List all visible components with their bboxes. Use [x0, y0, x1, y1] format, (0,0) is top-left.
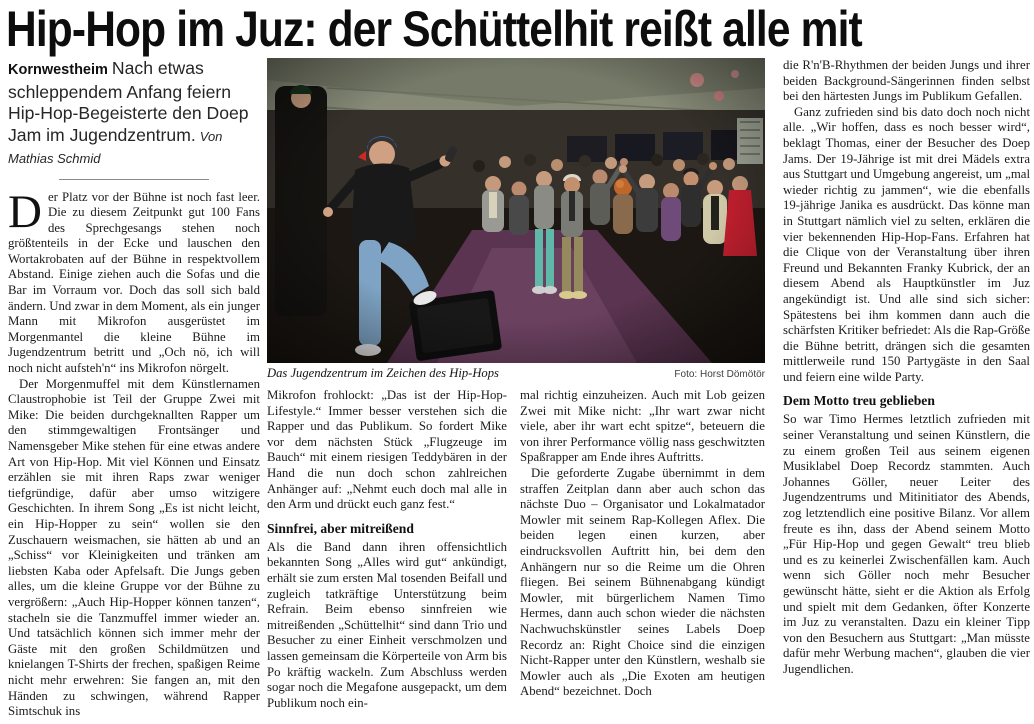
lead-paragraph — [8, 58, 260, 170]
paragraph: Der Morgenmuffel mit dem Künstlernamen Claustrophobie ist Teil der Gruppe Zwei mit Mike: Die beiden durchgeknallten Rapper um den stimmgewaltigen Frontsänger und Namensgeber Mike stehen für eine etwas andere Art von Hip-Hop. Mit viel Können und Einsatz erzählen sie mit ihren Raps zwar weniger tiefgründige, dafür aber umso witzigere Geschichten. In ihrem Song „Es ist nicht leicht, ein Hip-Hopper zu sein“ wollen sie den Zuschauern weismachen, sie hätten ab und an „Schiss“ vor Kleinigkeiten und tränken am liebsten Kaba oder Apfelsaft. Die Jungs geben alles, um die kleine Gruppe vor der Bühne zu vergrößern: „Auch Hip-Hopper können tanzen“, stacheln sie die Tanzmuffel immer wieder an. Und tatsächlich können sich immer mehr der Gäste mit den großen Schildmützen und knielangen T-Shirts der frechen, spaßigen Reime nicht mehr erwehren: Sie fangen an, mit den Händen zu schwingen, während Rapper Simtschuk ins — [8, 376, 260, 719]
paragraph — [8, 185, 260, 377]
paragraph: So war Timo Hermes letztlich zufrieden mit seiner Veranstaltung und seinen Künstlern, die zu einem großen Teil aus seinem eigenen Musiklabel Doep Recordz stammten. Auch Johannes Göller, neuer Leiter des Jugendzentrums und Mitinitiator des Abends, zog letztendlich eine positive Bilanz. Vor allem freute es ihn, dass der Abend seinem Motto „Für Hip-Hop und gegen Gewalt“ treu blieb und es zu keinerlei Zwischenfällen kam. Auch wenn sich Göller noch mehr Besucher gewünscht hätte, sieht er die Aktion als Erfolg und spielt mit dem Gedanken, öfter Konzerte im Juz zu veranstalten. Dazu ein kleiner Tipp von den Besuchern aus Stuttgart: „Man müsste dafür mehr Werbung machen“, glauben die vier Jugendlichen. — [783, 412, 1030, 676]
paragraph-text: er Platz vor der Bühne ist noch fast leer. Die zu diesem Zeitpunkt gut 100 Fans des Sprechgesangs stehen noch größtenteils in der Ecke und lauschen den Wortakrobaten auf der Bühne in respektvollem Abstand. Einige ziehen auch die Sofas und die Bar im Vorraum vor. Doch das soll sich bald ändern. Und zwar in dem Moment, als ein junger Mann mit Mikrofon ausgerüstet im Morgenmantel die kleine Bühne im Jugendzentrum betritt und „Och nö, ich will noch nicht aufsteh'n“ ins Mikrofon nörgelt. — [8, 189, 260, 376]
byline: Von Mathias Schmid — [8, 128, 223, 166]
article-photo — [267, 58, 765, 381]
lead-divider — [59, 179, 209, 180]
location-tag: Kornwestheim — [8, 62, 108, 78]
drop-cap: D — [8, 185, 42, 238]
left-column — [8, 58, 260, 720]
paragraph: Mikrofon frohlockt: „Das ist der Hip-Hop-Lifestyle.“ Immer besser verstehen sich die Rapper und das Publikum. So fordert Mike vor dem nächsten Stück „Flugzeuge im Bauch“ mit einem riesigen Teddybären in der Hand die nun doch schon zahlreichen Anhänger auf: „Nehmt euch doch mal alle in den Arm und drückt euch ganz fest.“ — [267, 388, 507, 512]
lead-text: Nach etwas schleppendem Anfang feiern Hip-Hop-Begeisterte den Doep Jam im Jugendzentrum. — [8, 58, 249, 145]
paragraph: Als die Band dann ihren offensichtlich bekannten Song „Alles wird gut“ ankündigt, erhält sie zum ersten Mal tosenden Beifall und zugleich tatkräftige Unterstützung beim Refrain. Beim ebenso sinnfreien wie mitreißenden „Schüttelhit“ sind dann Trio und Besucher zu einer Einheit verschmolzen und lassen gemeinsam die Körperteile von Arm bis Po kräftig wackeln. Zum Abschluss werden sogar noch die Megafone ausgepackt, um dem Publikum noch ein- — [267, 539, 507, 710]
paragraph: die R'n'B-Rhythmen der beiden Jungs und ihrer beiden Background-Sängerinnen finden selbst bei den härtesten Jungs im Publikum Gefallen. — [783, 58, 1030, 104]
concert-photo-illustration — [267, 58, 765, 363]
photo-credit: Foto: Horst Dömötör — [674, 369, 765, 380]
right-column — [783, 58, 1030, 678]
column-a — [267, 388, 507, 711]
subhead-sinnfrei: Sinnfrei, aber mitreißend — [267, 520, 414, 536]
paragraph: mal richtig einzuheizen. Auch mit Lob geizen Zwei mit Mike nicht: „Ihr wart zwar nicht viele, aber ihr wart echt spitze“, beteuern die von ihrer Performance völlig nass geschwitzten Spaßrapper am Ende ihres Auftritts. — [520, 388, 765, 465]
headline: Hip-Hop im Juz: der Schüttelhit reißt alle mit — [6, 1, 862, 57]
paragraph: Ganz zufrieden sind bis dato doch noch nicht alle. „Wir hoffen, dass es noch besser wird“, beklagt Thomas, einer der Besucher des Doep Jams. Der 19-Jährige ist mit drei Mädels extra aus Stuttgart und Umgebung angereist, um „mal wieder richtig zu jammen“, wie die ebenfalls 19-jährige Janika es ausdrückt. Das könne man in Stuttgart nämlich viel zu selten, erklären die vier bekennenden Hip-Hop-Fans. Erfahren hat die Clique von der Veranstaltung über ihren Freund und Bekannten Franky Kubrick, der an diesem Abend als Hauptkünstler im Juz angekündigt ist. Und alle sind sich sicher: Spätestens bei ihm kommen dann auch die schärfsten Kritiker befriedet: Als die Rap-Größe die Bühne betritt, drängen sich die gesamten mittlerweile rund 150 Partygäste in den Saal und feiern eine wilde Party. — [783, 104, 1031, 384]
photo-caption-row — [267, 366, 765, 381]
photo-caption: Das Jugendzentrum im Zeichen des Hip-Hops — [267, 366, 499, 380]
column-b — [520, 388, 765, 700]
subhead-motto: Dem Motto treu geblieben — [783, 393, 935, 409]
paragraph: Die geforderte Zugabe übernimmt in dem straffen Zeitplan dann aber auch schon das nächste Duo – Organisator und Lokalmatador Mowler mit seinem Rap-Kollegen Aflex. Die beiden legen einen kurzen, aber eindrucksvollen Auftritt hin, bei dem den Anhängern nur so die Reime um die Ohren fliegen. Bei seinem Bühnenabgang kündigt Mowler, mit bürgerlichem Namen Timo Hermes, dann auch schon wieder die nächsten Nachwuchskünstler seines Labels Doep Recordz an: Right Choice sind die einzigen Nicht-Rapper unter den Künstlern, weshalb sie Mowler auch als „Die Exoten am heutigen Abend“ bezeichnet. Doch — [520, 465, 765, 699]
